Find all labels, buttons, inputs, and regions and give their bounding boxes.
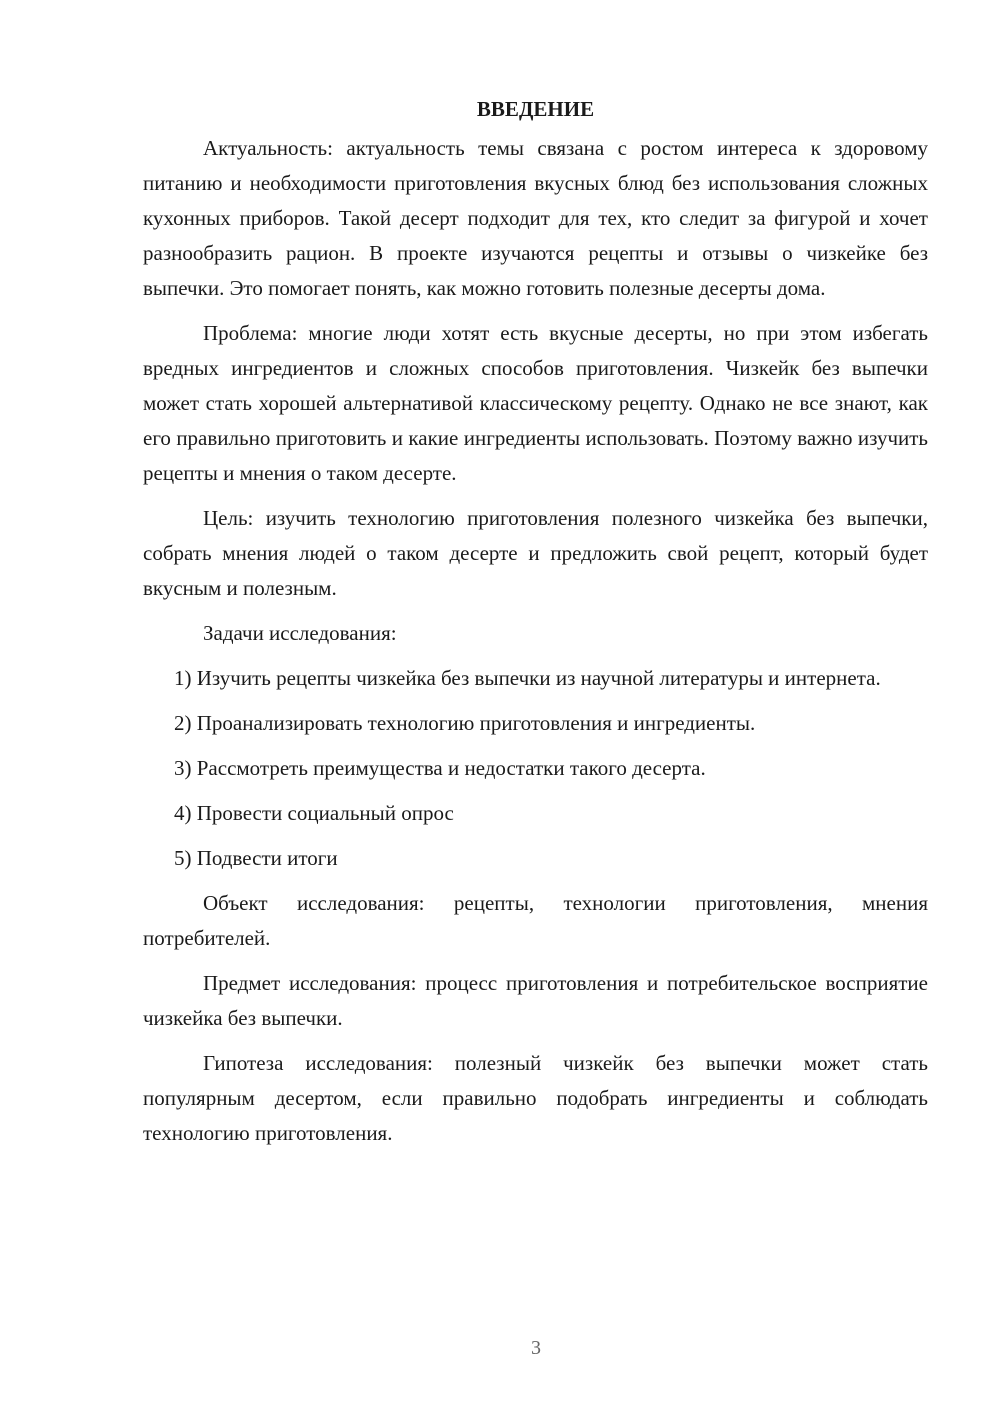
task-item: 5) Подвести итоги [174,846,338,870]
goal-paragraph: Цель: изучить технологию приготовления полезного чизкейка без выпечки, собрать мнения людей о таком десерте и предложить свой рецепт, который будет вкусным и полезным. [143,506,928,600]
problem-paragraph: Проблема: многие люди хотят есть вкусные десерты, но при этом избегать вредных ингредиентов и сложных способов приготовления. Чизкейк без выпечки может стать хорошей альтернативой классическому рецепту. Однако не все знают, как его правильно приготовить и какие ингредиенты использовать. Поэтому важно изучить рецепты и мнения о таком десерте. [143,321,928,485]
hypothesis-paragraph: Гипотеза исследования: полезный чизкейк без выпечки может стать популярным десертом, если правильно подобрать ингредиенты и соблюдать технологию приготовления. [143,1051,928,1145]
tasks-list [143,661,928,876]
subject-paragraph: Предмет исследования: процесс приготовления и потребительское восприятие чизкейка без выпечки. [143,971,928,1030]
task-item: 1) Изучить рецепты чизкейка без выпечки из научной литературы и интернета. [174,666,881,690]
tasks-heading: Задачи исследования: [203,621,397,645]
page-content [143,92,928,1151]
task-item: 2) Проанализировать технологию приготовления и ингредиенты. [174,711,756,735]
task-item: 3) Рассмотреть преимущества и недостатки такого десерта. [174,756,706,780]
page-number: 3 [531,1337,541,1359]
task-item: 4) Провести социальный опрос [174,801,454,825]
relevance-paragraph: Актуальность: актуальность темы связана с ростом интереса к здоровому питанию и необходимости приготовления вкусных блюд без использования сложных кухонных приборов. Такой десерт подходит для тех, кто следит за фигурой и хочет разнообразить рацион. В проекте изучаются рецепты и отзывы о чизкейке без выпечки. Это помогает понять, как можно готовить полезные десерты дома. [143,136,928,300]
object-paragraph: Объект исследования: рецепты, технологии приготовления, мнения потребителей. [143,891,928,950]
page-title: ВВЕДЕНИЕ [476,97,595,121]
